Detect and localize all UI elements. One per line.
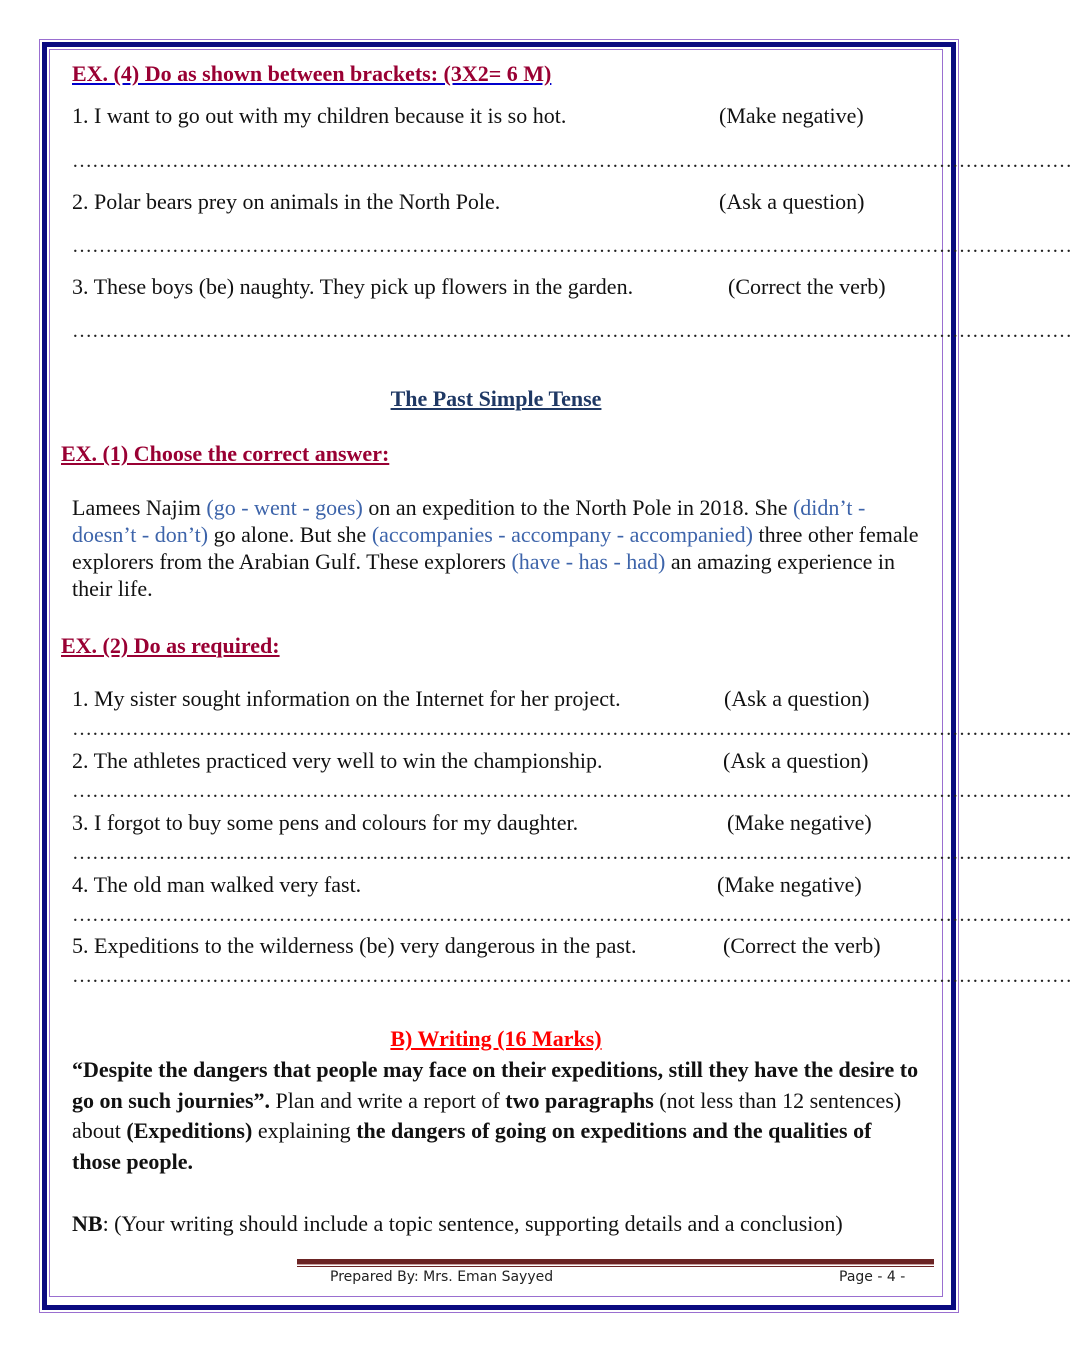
footer-divider [297, 1259, 934, 1265]
writing-quote: “Despite the dangers that people may face on their expeditions, still they have the desire to go on such journies”. [72, 1057, 919, 1113]
writing-bold: two paragraphs [505, 1087, 654, 1113]
writing-bold: the dangers of going on expeditions and the qualities of those people. [72, 1118, 872, 1174]
writing-text: (not less than 12 sentences) about [72, 1087, 902, 1143]
ex2-item-3-instruction: (Make negative) [727, 810, 872, 835]
ex2-item-1: 1. My sister sought information on the Internet for her project. [72, 686, 621, 711]
ex1-options-2: (didn’t - doesn’t - don’t) [72, 495, 866, 547]
writing-prompt [72, 1055, 922, 1177]
ex4-item-1-instruction: (Make negative) [719, 103, 864, 128]
ex4-item-2: 2. Polar bears prey on animals in the North Pole. [72, 189, 501, 214]
ex1-options-3: (accompanies - accompany - accompanied) [371, 522, 753, 547]
ex4-answer-line-3[interactable]: …………………………………………………………………………………………………………………………………… [72, 320, 1072, 342]
writing-heading: B) Writing (16 Marks) [390, 1026, 602, 1051]
ex2-item-3: 3. I forgot to buy some pens and colours for my daughter. [72, 810, 579, 835]
ex2-answer-line-5[interactable]: …………………………………………………………………………………………………………………………………… [72, 965, 1072, 987]
ex2-item-1-instruction: (Ask a question) [724, 686, 870, 711]
ex1-options-4: (have - has - had) [511, 549, 666, 574]
ex1-paragraph [72, 494, 922, 602]
ex1-text: an amazing experience in their life. [72, 549, 896, 601]
ex2-item-2: 2. The athletes practiced very well to win the championship. [72, 748, 603, 773]
ex4-answer-line-1[interactable]: …………………………………………………………………………………………………………………………………… [72, 150, 1072, 172]
ex2-item-2-instruction: (Ask a question) [723, 748, 869, 773]
ex1-heading: EX. (1) Choose the correct answer: [61, 441, 390, 466]
ex4-item-3-instruction: (Correct the verb) [728, 274, 886, 299]
ex4-item-1: 1. I want to go out with my children because it is so hot. [72, 103, 567, 128]
ex1-text: go alone. But she [208, 522, 372, 547]
writing-text: Plan and write a report of [270, 1087, 506, 1113]
ex2-answer-line-3[interactable]: …………………………………………………………………………………………………………………………………… [72, 842, 1072, 864]
ex2-answer-line-1[interactable]: …………………………………………………………………………………………………………………………………… [72, 718, 1072, 740]
section-title: The Past Simple Tense [390, 386, 602, 411]
ex1-text: Lamees Najim [72, 495, 207, 520]
ex2-answer-line-4[interactable]: …………………………………………………………………………………………………………………………………… [72, 904, 1072, 926]
ex1-text: three other female explorers from the Arabian Gulf. These explorers [72, 522, 919, 574]
ex4-item-3: 3. These boys (be) naughty. They pick up flowers in the garden. [72, 274, 634, 299]
footer-page-number: Page - 4 - [839, 1269, 906, 1285]
ex2-item-5: 5. Expeditions to the wilderness (be) very dangerous in the past. [72, 933, 637, 958]
writing-topic: (Expeditions) [126, 1118, 253, 1143]
ex2-heading: EX. (2) Do as required: [61, 633, 280, 658]
footer-divider-thin [297, 1266, 934, 1267]
ex4-answer-line-2[interactable]: …………………………………………………………………………………………………………………………………… [72, 235, 1072, 257]
ex4-item-2-instruction: (Ask a question) [719, 189, 865, 214]
nb-text: : (Your writing should include a topic sentence, supporting details and a conclusion) [102, 1211, 843, 1236]
writing-note [72, 1211, 843, 1237]
ex2-item-4: 4. The old man walked very fast. [72, 872, 362, 897]
ex2-item-5-instruction: (Correct the verb) [723, 933, 881, 958]
nb-label: NB [72, 1211, 103, 1236]
writing-text: explaining [252, 1118, 357, 1143]
ex1-options-1: (go - went - goes) [206, 495, 363, 520]
ex4-heading: EX. (4) Do as shown between brackets: (3X2= 6 M) [72, 61, 552, 86]
ex2-answer-line-2[interactable]: …………………………………………………………………………………………………………………………………… [72, 780, 1072, 802]
ex1-text: on an expedition to the North Pole in 2018. She [362, 495, 793, 520]
footer-prepared-by: Prepared By: Mrs. Eman Sayyed [330, 1269, 554, 1285]
ex2-item-4-instruction: (Make negative) [717, 872, 862, 897]
